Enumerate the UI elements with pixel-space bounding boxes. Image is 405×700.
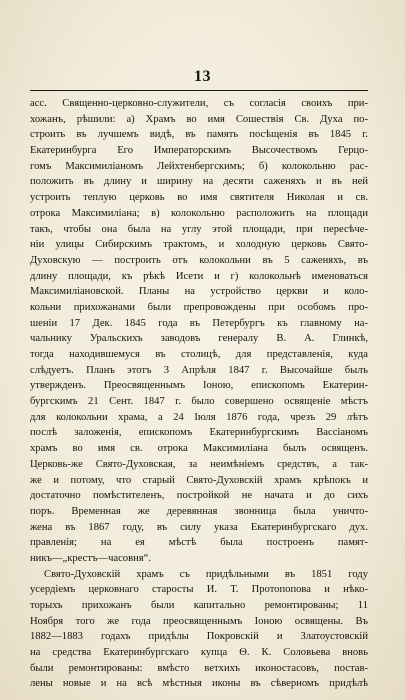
- text-line: 1882—1883 годахъ придѣлы Покровскій и Златоустовскій: [30, 631, 368, 643]
- text-line: Ноября того же года преосвященнымъ Іоною освящены. Въ: [30, 615, 368, 627]
- page-header: [0, 68, 405, 86]
- header-rule: [30, 90, 368, 91]
- text-line: хожанъ, рѣшили: а) Храмъ во имя Сошествія Св. Духа по-: [30, 113, 368, 125]
- text-line: бургскимъ 21 Сент. 1847 г. было совершено освященіе мѣстъ: [30, 396, 368, 408]
- page-number: 13: [194, 68, 211, 85]
- text-line: поръ. Временная же деревянная звонница была уничто-: [30, 505, 368, 517]
- text-line: Екатеринбурга Его Императорскимъ Высочествомъ Герцо-: [30, 145, 368, 157]
- text-line: длину площади, къ рѣкѣ Исети и г) колокольнѣ именоваться: [30, 270, 368, 282]
- text-line: слѣдуетъ. Планъ этотъ 3 Апрѣля 1847 г. Высочайше былъ: [30, 364, 368, 376]
- text-line: торыхъ прихожанъ были капитально ремонтированы; 11: [30, 600, 368, 611]
- body-text: [30, 96, 368, 692]
- text-line: правленія; на ея мѣстѣ была построенъ памят-: [30, 537, 368, 549]
- text-line: тогда находившемуся въ столицѣ, для представленія, куда: [30, 349, 368, 360]
- text-line: ніи улицы Сибирскимъ трактомъ, и холодную церковь Свято-: [30, 239, 368, 251]
- text-line: послѣ заложенія, епископомъ Екатеринбургскимъ Вассіаномъ: [30, 427, 368, 439]
- text-line: чальнику Уральскихъ заводовъ генералу В. А. Глинкѣ,: [30, 333, 368, 345]
- text-line: строить въ лучшемъ видѣ, въ память посѣщенія въ 1845 г.: [30, 129, 368, 141]
- text-line: шеніи 17 Дек. 1845 года въ Петербургъ къ главному на-: [30, 317, 368, 329]
- text-line: положить въ длину и ширину на десяти саженяхъ и въ ней: [30, 176, 368, 188]
- text-line: усердіемъ церковнаго старосты И. Т. Протопопова и нѣко-: [30, 584, 368, 596]
- text-line: никъ—„крестъ—часовня“.: [30, 552, 151, 564]
- text-line: же и потому, что старый Свято-Духовскій храмъ крѣпокъ и: [30, 474, 368, 486]
- text-line: жена въ 1867 году, въ силу указа Екатеринбургскаго дух.: [30, 521, 368, 533]
- text-line: Церковь-же Свято-Духовская, за неимѣніемъ средствъ, а так-: [30, 458, 368, 470]
- text-line: гомъ Максимиліаномъ Лейхтенбергскимъ; б) колокольню рас-: [30, 160, 368, 172]
- text-line: утвержденъ. Преосвященнымъ Іоною, епископомъ Екатерин-: [30, 380, 368, 392]
- text-line: на средства Екатеринбургскаго купца Ѳ. К. Соловьева вновь: [30, 647, 368, 659]
- text-line: кольни прихожанами были препровождены при особомъ про-: [30, 301, 368, 313]
- text-line: асс. Священно-церковно-служители, съ согласія своихъ при-: [30, 98, 368, 109]
- text-line: достаточно помѣстителенъ, постройкой не начата и до сихъ: [30, 490, 368, 502]
- text-line: Духовскую — построить отъ колокольни въ 5 саженяхъ, въ: [30, 254, 368, 266]
- text-line: были ремонтированы: вмѣсто ветхихъ иконостасовъ, постав-: [30, 662, 368, 674]
- text-line: устроить теплую церковь во имя святителя Николая и св.: [30, 192, 368, 204]
- text-line: храмъ во имя св. отрока Максимиліана былъ освященъ.: [30, 443, 368, 455]
- text-line: Свято-Духовскій храмъ съ придѣльными въ 1851 году: [44, 568, 368, 580]
- text-line: лены новые и на всѣ мѣстныя иконы въ сѣверномъ придѣлѣ: [30, 678, 368, 690]
- text-line: Максимиліановской. Планы на устройство церкви и коло-: [30, 286, 368, 298]
- text-line: такъ, чтобы она была на углу этой площади, при пересѣче-: [30, 223, 368, 235]
- text-line: для колокольни храма, а 24 Іюля 1876 года, чрезъ 29 лѣтъ: [30, 411, 368, 423]
- text-line: отрока Максимиліана; в) колокольню расположить на площади: [30, 207, 368, 219]
